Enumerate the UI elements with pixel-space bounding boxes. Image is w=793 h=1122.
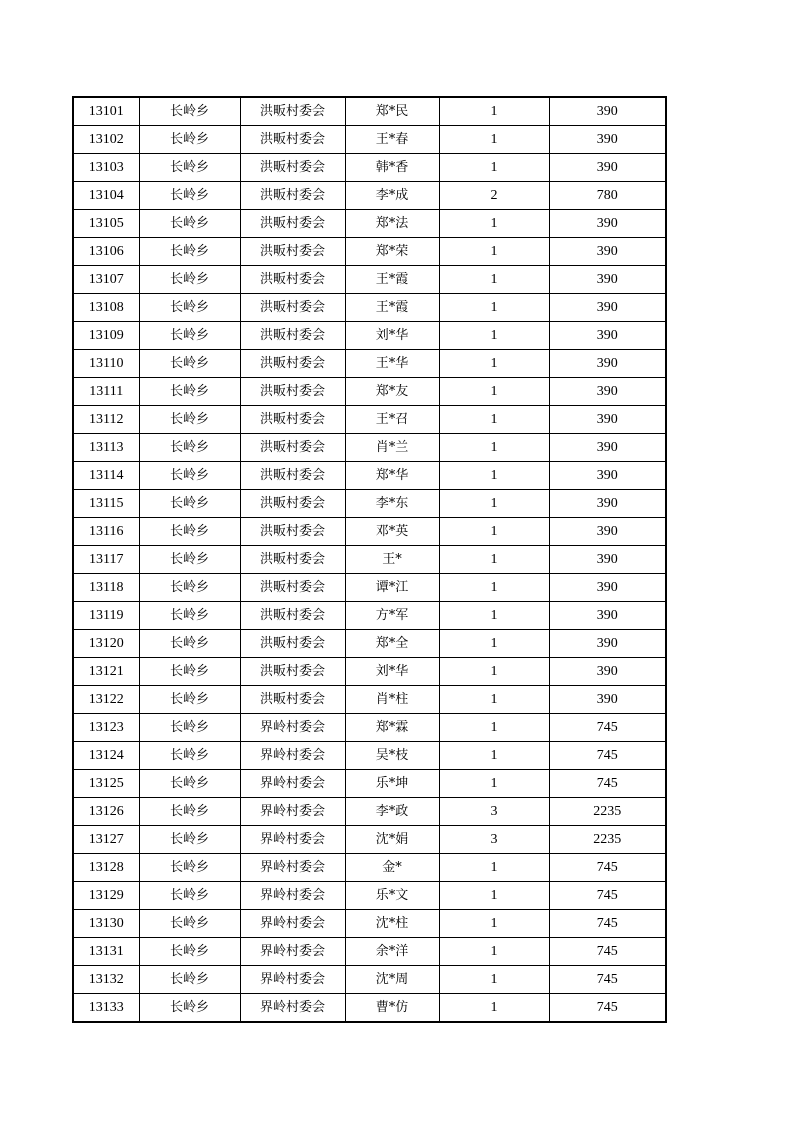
count-cell: 1 [439, 882, 549, 910]
row-id-cell: 13133 [73, 994, 139, 1023]
table-row [73, 238, 666, 266]
name-cell: 肖*柱 [345, 686, 439, 714]
row-id-cell: 13124 [73, 742, 139, 770]
amount-cell: 745 [549, 770, 666, 798]
amount-cell: 2235 [549, 826, 666, 854]
village-committee-cell: 洪畈村委会 [240, 294, 345, 322]
table-row [73, 266, 666, 294]
row-id-cell: 13118 [73, 574, 139, 602]
village-committee-cell: 界岭村委会 [240, 826, 345, 854]
amount-cell: 745 [549, 742, 666, 770]
row-id-cell: 13104 [73, 182, 139, 210]
township-cell: 长岭乡 [139, 742, 240, 770]
row-id-cell: 13116 [73, 518, 139, 546]
table-row [73, 210, 666, 238]
amount-cell: 390 [549, 686, 666, 714]
amount-cell: 390 [549, 406, 666, 434]
village-committee-cell: 洪畈村委会 [240, 546, 345, 574]
row-id-cell: 13132 [73, 966, 139, 994]
amount-cell: 390 [549, 434, 666, 462]
name-cell: 方*军 [345, 602, 439, 630]
name-cell: 郑*友 [345, 378, 439, 406]
row-id-cell: 13101 [73, 97, 139, 126]
village-committee-cell: 界岭村委会 [240, 854, 345, 882]
table-row [73, 686, 666, 714]
township-cell: 长岭乡 [139, 210, 240, 238]
name-cell: 刘*华 [345, 322, 439, 350]
name-cell: 王*召 [345, 406, 439, 434]
count-cell: 1 [439, 210, 549, 238]
document-page [72, 96, 665, 1023]
village-committee-cell: 界岭村委会 [240, 770, 345, 798]
amount-cell: 390 [549, 350, 666, 378]
table-row [73, 910, 666, 938]
count-cell: 1 [439, 854, 549, 882]
township-cell: 长岭乡 [139, 546, 240, 574]
township-cell: 长岭乡 [139, 154, 240, 182]
table-row [73, 97, 666, 126]
village-committee-cell: 洪畈村委会 [240, 322, 345, 350]
township-cell: 长岭乡 [139, 994, 240, 1023]
count-cell: 1 [439, 658, 549, 686]
count-cell: 1 [439, 686, 549, 714]
row-id-cell: 13120 [73, 630, 139, 658]
name-cell: 李*政 [345, 798, 439, 826]
table-row [73, 294, 666, 322]
village-committee-cell: 界岭村委会 [240, 994, 345, 1023]
amount-cell: 2235 [549, 798, 666, 826]
amount-cell: 745 [549, 994, 666, 1023]
count-cell: 1 [439, 154, 549, 182]
village-committee-cell: 洪畈村委会 [240, 574, 345, 602]
township-cell: 长岭乡 [139, 238, 240, 266]
amount-cell: 390 [549, 658, 666, 686]
amount-cell: 390 [549, 266, 666, 294]
table-row [73, 882, 666, 910]
township-cell: 长岭乡 [139, 630, 240, 658]
township-cell: 长岭乡 [139, 574, 240, 602]
table-row [73, 322, 666, 350]
village-committee-cell: 洪畈村委会 [240, 630, 345, 658]
table-row [73, 518, 666, 546]
table-body [73, 97, 666, 1022]
row-id-cell: 13105 [73, 210, 139, 238]
count-cell: 1 [439, 378, 549, 406]
table-row [73, 126, 666, 154]
count-cell: 1 [439, 770, 549, 798]
count-cell: 1 [439, 322, 549, 350]
township-cell: 长岭乡 [139, 770, 240, 798]
table-row [73, 546, 666, 574]
name-cell: 刘*华 [345, 658, 439, 686]
township-cell: 长岭乡 [139, 490, 240, 518]
count-cell: 1 [439, 938, 549, 966]
village-committee-cell: 洪畈村委会 [240, 434, 345, 462]
name-cell: 韩*香 [345, 154, 439, 182]
township-cell: 长岭乡 [139, 518, 240, 546]
table-row [73, 182, 666, 210]
township-cell: 长岭乡 [139, 462, 240, 490]
count-cell: 1 [439, 574, 549, 602]
count-cell: 1 [439, 966, 549, 994]
name-cell: 余*洋 [345, 938, 439, 966]
count-cell: 2 [439, 182, 549, 210]
table-row [73, 854, 666, 882]
amount-cell: 745 [549, 854, 666, 882]
row-id-cell: 13121 [73, 658, 139, 686]
row-id-cell: 13117 [73, 546, 139, 574]
amount-cell: 390 [549, 238, 666, 266]
name-cell: 乐*坤 [345, 770, 439, 798]
name-cell: 李*成 [345, 182, 439, 210]
township-cell: 长岭乡 [139, 938, 240, 966]
count-cell: 1 [439, 126, 549, 154]
count-cell: 1 [439, 742, 549, 770]
table-row [73, 714, 666, 742]
count-cell: 1 [439, 490, 549, 518]
row-id-cell: 13126 [73, 798, 139, 826]
name-cell: 郑*荣 [345, 238, 439, 266]
name-cell: 乐*文 [345, 882, 439, 910]
count-cell: 1 [439, 462, 549, 490]
row-id-cell: 13113 [73, 434, 139, 462]
township-cell: 长岭乡 [139, 854, 240, 882]
row-id-cell: 13128 [73, 854, 139, 882]
village-committee-cell: 洪畈村委会 [240, 490, 345, 518]
village-committee-cell: 界岭村委会 [240, 798, 345, 826]
village-committee-cell: 洪畈村委会 [240, 97, 345, 126]
amount-cell: 390 [549, 378, 666, 406]
name-cell: 郑*民 [345, 97, 439, 126]
village-committee-cell: 洪畈村委会 [240, 238, 345, 266]
row-id-cell: 13115 [73, 490, 139, 518]
name-cell: 王*春 [345, 126, 439, 154]
village-committee-cell: 界岭村委会 [240, 714, 345, 742]
township-cell: 长岭乡 [139, 602, 240, 630]
table-row [73, 826, 666, 854]
amount-cell: 745 [549, 938, 666, 966]
row-id-cell: 13102 [73, 126, 139, 154]
amount-cell: 390 [549, 126, 666, 154]
township-cell: 长岭乡 [139, 322, 240, 350]
name-cell: 沈*周 [345, 966, 439, 994]
count-cell: 1 [439, 714, 549, 742]
count-cell: 1 [439, 910, 549, 938]
name-cell: 王*霞 [345, 266, 439, 294]
amount-cell: 780 [549, 182, 666, 210]
amount-cell: 390 [549, 630, 666, 658]
table-row [73, 574, 666, 602]
row-id-cell: 13108 [73, 294, 139, 322]
name-cell: 李*东 [345, 490, 439, 518]
amount-cell: 390 [549, 322, 666, 350]
township-cell: 长岭乡 [139, 294, 240, 322]
table-row [73, 658, 666, 686]
count-cell: 1 [439, 266, 549, 294]
table-row [73, 462, 666, 490]
township-cell: 长岭乡 [139, 658, 240, 686]
name-cell: 曹*仿 [345, 994, 439, 1023]
amount-cell: 390 [549, 490, 666, 518]
township-cell: 长岭乡 [139, 966, 240, 994]
count-cell: 1 [439, 602, 549, 630]
name-cell: 郑*华 [345, 462, 439, 490]
amount-cell: 745 [549, 966, 666, 994]
township-cell: 长岭乡 [139, 686, 240, 714]
row-id-cell: 13109 [73, 322, 139, 350]
township-cell: 长岭乡 [139, 826, 240, 854]
name-cell: 王*华 [345, 350, 439, 378]
township-cell: 长岭乡 [139, 798, 240, 826]
village-committee-cell: 洪畈村委会 [240, 126, 345, 154]
name-cell: 肖*兰 [345, 434, 439, 462]
row-id-cell: 13130 [73, 910, 139, 938]
village-committee-cell: 界岭村委会 [240, 966, 345, 994]
name-cell: 沈*柱 [345, 910, 439, 938]
table-row [73, 994, 666, 1023]
name-cell: 沈*娟 [345, 826, 439, 854]
table-row [73, 602, 666, 630]
amount-cell: 390 [549, 574, 666, 602]
row-id-cell: 13106 [73, 238, 139, 266]
township-cell: 长岭乡 [139, 266, 240, 294]
count-cell: 1 [439, 294, 549, 322]
village-committee-cell: 洪畈村委会 [240, 378, 345, 406]
row-id-cell: 13125 [73, 770, 139, 798]
village-committee-cell: 洪畈村委会 [240, 462, 345, 490]
table-row [73, 350, 666, 378]
amount-cell: 390 [549, 518, 666, 546]
village-committee-cell: 洪畈村委会 [240, 210, 345, 238]
table-row [73, 770, 666, 798]
row-id-cell: 13107 [73, 266, 139, 294]
township-cell: 长岭乡 [139, 406, 240, 434]
village-committee-cell: 洪畈村委会 [240, 686, 345, 714]
table-row [73, 798, 666, 826]
township-cell: 长岭乡 [139, 882, 240, 910]
count-cell: 1 [439, 518, 549, 546]
count-cell: 1 [439, 238, 549, 266]
row-id-cell: 13127 [73, 826, 139, 854]
township-cell: 长岭乡 [139, 182, 240, 210]
count-cell: 1 [439, 97, 549, 126]
village-committee-cell: 洪畈村委会 [240, 350, 345, 378]
amount-cell: 390 [549, 462, 666, 490]
row-id-cell: 13123 [73, 714, 139, 742]
table-row [73, 938, 666, 966]
row-id-cell: 13111 [73, 378, 139, 406]
township-cell: 长岭乡 [139, 350, 240, 378]
township-cell: 长岭乡 [139, 910, 240, 938]
amount-cell: 390 [549, 97, 666, 126]
table-row [73, 378, 666, 406]
row-id-cell: 13122 [73, 686, 139, 714]
count-cell: 3 [439, 798, 549, 826]
village-committee-cell: 界岭村委会 [240, 742, 345, 770]
row-id-cell: 13103 [73, 154, 139, 182]
table-row [73, 490, 666, 518]
name-cell: 郑*霖 [345, 714, 439, 742]
row-id-cell: 13110 [73, 350, 139, 378]
township-cell: 长岭乡 [139, 97, 240, 126]
name-cell: 郑*全 [345, 630, 439, 658]
amount-cell: 390 [549, 294, 666, 322]
count-cell: 1 [439, 434, 549, 462]
table-row [73, 630, 666, 658]
village-committee-cell: 洪畈村委会 [240, 182, 345, 210]
count-cell: 3 [439, 826, 549, 854]
count-cell: 1 [439, 994, 549, 1023]
amount-cell: 390 [549, 546, 666, 574]
name-cell: 王*霞 [345, 294, 439, 322]
township-cell: 长岭乡 [139, 714, 240, 742]
township-cell: 长岭乡 [139, 434, 240, 462]
count-cell: 1 [439, 630, 549, 658]
village-committee-cell: 洪畈村委会 [240, 266, 345, 294]
table-row [73, 154, 666, 182]
village-committee-cell: 洪畈村委会 [240, 154, 345, 182]
name-cell: 金* [345, 854, 439, 882]
village-committee-cell: 界岭村委会 [240, 910, 345, 938]
name-cell: 王* [345, 546, 439, 574]
subsidy-table [72, 96, 667, 1023]
row-id-cell: 13112 [73, 406, 139, 434]
village-committee-cell: 洪畈村委会 [240, 406, 345, 434]
amount-cell: 390 [549, 602, 666, 630]
village-committee-cell: 洪畈村委会 [240, 602, 345, 630]
row-id-cell: 13114 [73, 462, 139, 490]
name-cell: 邓*英 [345, 518, 439, 546]
row-id-cell: 13119 [73, 602, 139, 630]
row-id-cell: 13131 [73, 938, 139, 966]
name-cell: 吴*枝 [345, 742, 439, 770]
table-row [73, 966, 666, 994]
count-cell: 1 [439, 546, 549, 574]
amount-cell: 745 [549, 882, 666, 910]
name-cell: 郑*法 [345, 210, 439, 238]
amount-cell: 390 [549, 210, 666, 238]
count-cell: 1 [439, 406, 549, 434]
township-cell: 长岭乡 [139, 126, 240, 154]
village-committee-cell: 洪畈村委会 [240, 658, 345, 686]
township-cell: 长岭乡 [139, 378, 240, 406]
table-row [73, 434, 666, 462]
name-cell: 谭*江 [345, 574, 439, 602]
village-committee-cell: 界岭村委会 [240, 882, 345, 910]
table-row [73, 406, 666, 434]
amount-cell: 390 [549, 154, 666, 182]
village-committee-cell: 界岭村委会 [240, 938, 345, 966]
amount-cell: 745 [549, 910, 666, 938]
village-committee-cell: 洪畈村委会 [240, 518, 345, 546]
table-row [73, 742, 666, 770]
amount-cell: 745 [549, 714, 666, 742]
count-cell: 1 [439, 350, 549, 378]
row-id-cell: 13129 [73, 882, 139, 910]
